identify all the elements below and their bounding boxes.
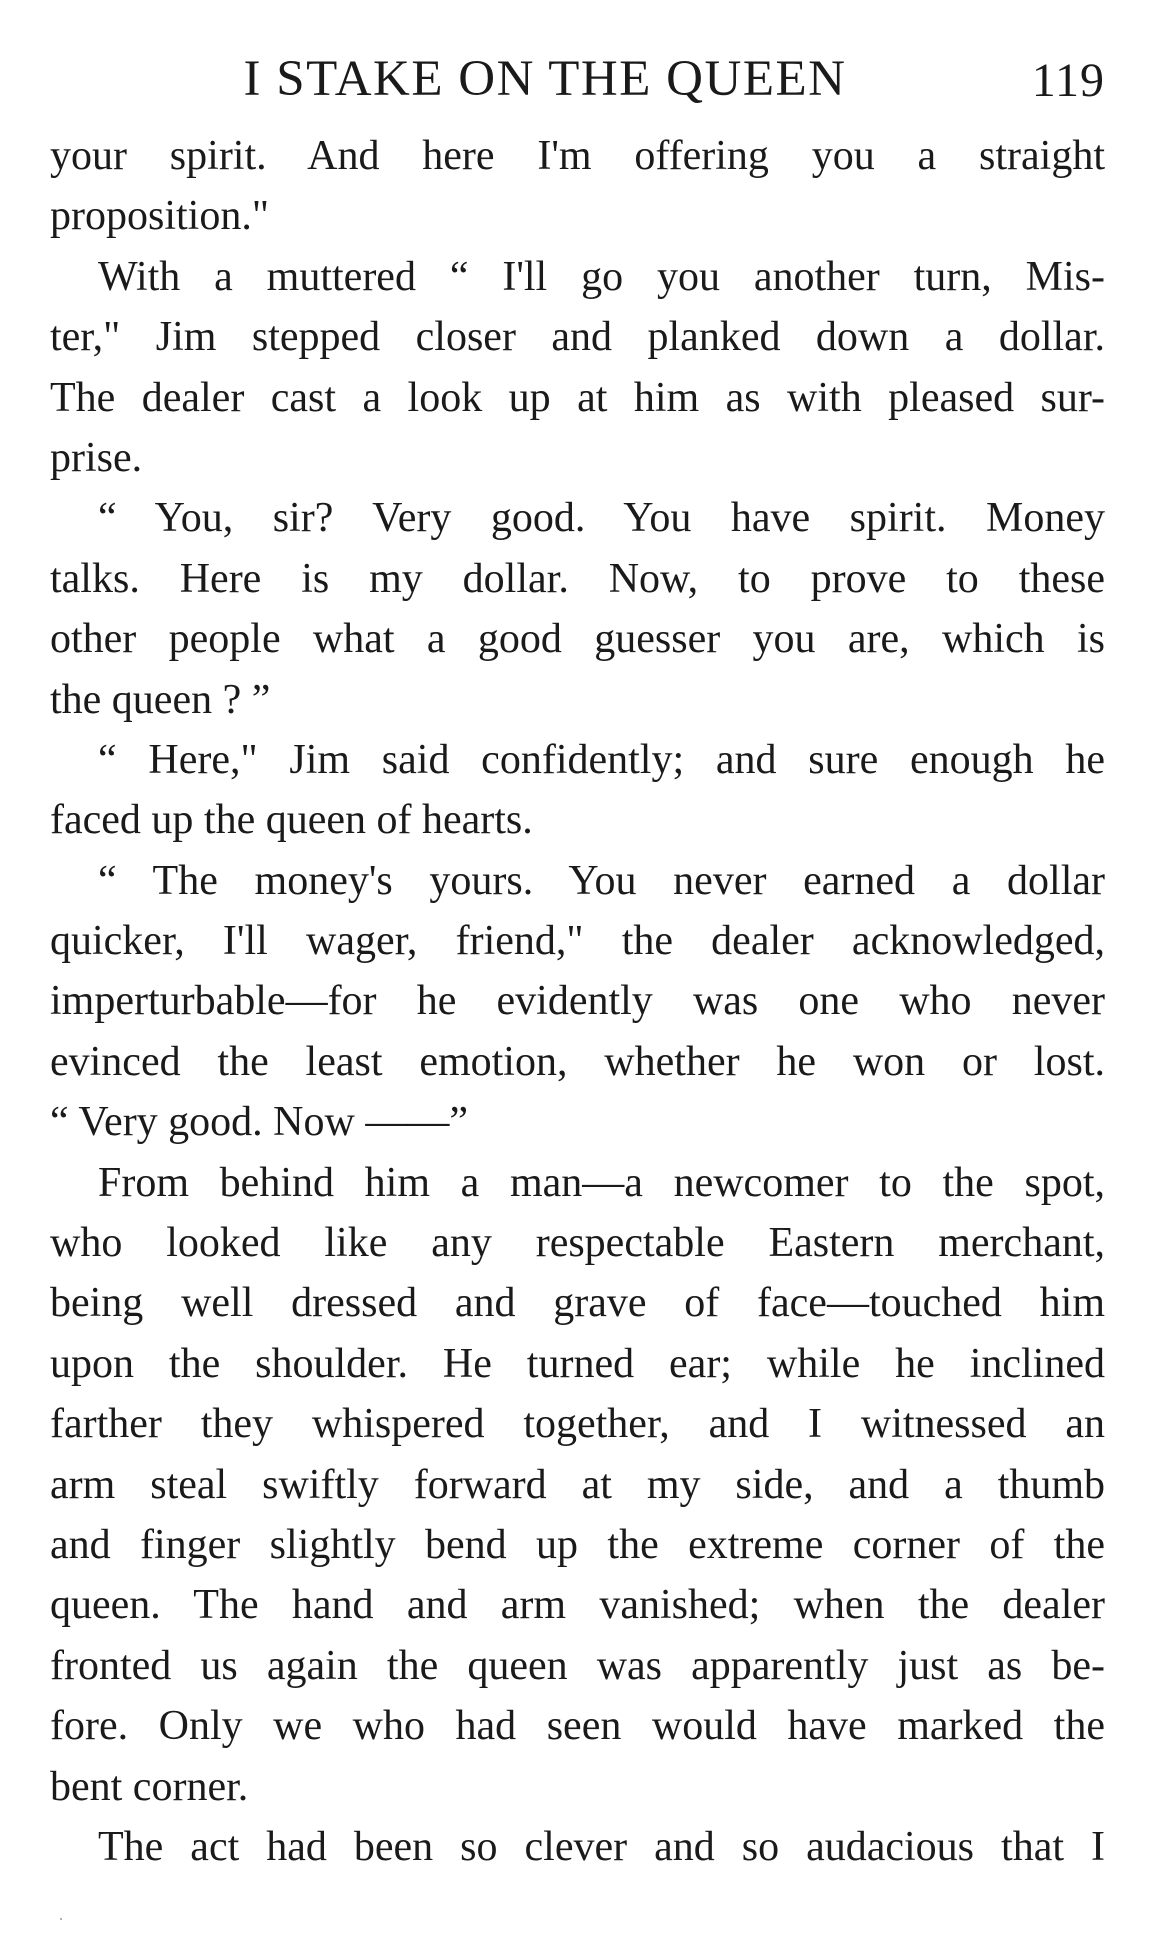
text-line: “ Here," Jim said confidently; and sure enough he: [98, 736, 1105, 783]
text-line: imperturbable—for he evidently was one who never: [50, 978, 1105, 1025]
text-line: the queen ? ”: [50, 676, 271, 723]
text-line: With a muttered “ I'll go you another turn, Mis-: [98, 253, 1105, 300]
text-line: From behind him a man—a newcomer to the spot,: [98, 1159, 1105, 1206]
text-line: bent corner.: [50, 1763, 249, 1810]
text-line: talks. Here is my dollar. Now, to prove to these: [50, 555, 1105, 602]
text-line: quicker, I'll wager, friend," the dealer acknowledged,: [50, 918, 1105, 965]
text-line: faced up the queen of hearts.: [50, 797, 533, 844]
text-line: being well dressed and grave of face—touched him: [50, 1280, 1105, 1327]
text-line: fore. Only we who had seen would have marked the: [50, 1703, 1105, 1750]
text-line: proposition.": [50, 193, 269, 240]
text-line: prise.: [50, 434, 143, 481]
text-line: fronted us again the queen was apparently just as be-: [50, 1642, 1105, 1689]
running-head: [50, 44, 1105, 114]
text-line: upon the shoulder. He turned ear; while he inclined: [50, 1340, 1105, 1387]
text-line: farther they whispered together, and I witnessed an: [50, 1401, 1105, 1448]
text-line: your spirit. And here I'm offering you a straight: [50, 133, 1105, 179]
page-number: 119: [1031, 54, 1105, 107]
text-line: “ You, sir? Very good. You have spirit. Money: [98, 495, 1105, 542]
text-line: arm steal swiftly forward at my side, and a thumb: [50, 1461, 1105, 1508]
running-title: I STAKE ON THE QUEEN: [243, 51, 847, 107]
print-speck: [60, 1918, 62, 1920]
text-line: “ The money's yours. You never earned a dollar: [98, 857, 1105, 904]
text-line: The dealer cast a look up at him as with pleased sur-: [50, 374, 1105, 421]
text-line: evinced the least emotion, whether he won or lost.: [50, 1038, 1105, 1085]
body-text: [50, 126, 1105, 1877]
text-line: “ Very good. Now ——”: [50, 1099, 468, 1146]
text-line: who looked like any respectable Eastern merchant,: [50, 1220, 1105, 1267]
text-line: queen. The hand and arm vanished; when the dealer: [50, 1582, 1105, 1629]
text-line: other people what a good guesser you are, which is: [50, 616, 1105, 663]
text-line: ter," Jim stepped closer and planked down a dollar.: [50, 314, 1105, 361]
text-line: The act had been so clever and so audacious that I: [98, 1823, 1105, 1870]
text-line: and finger slightly bend up the extreme corner of the: [50, 1521, 1105, 1568]
